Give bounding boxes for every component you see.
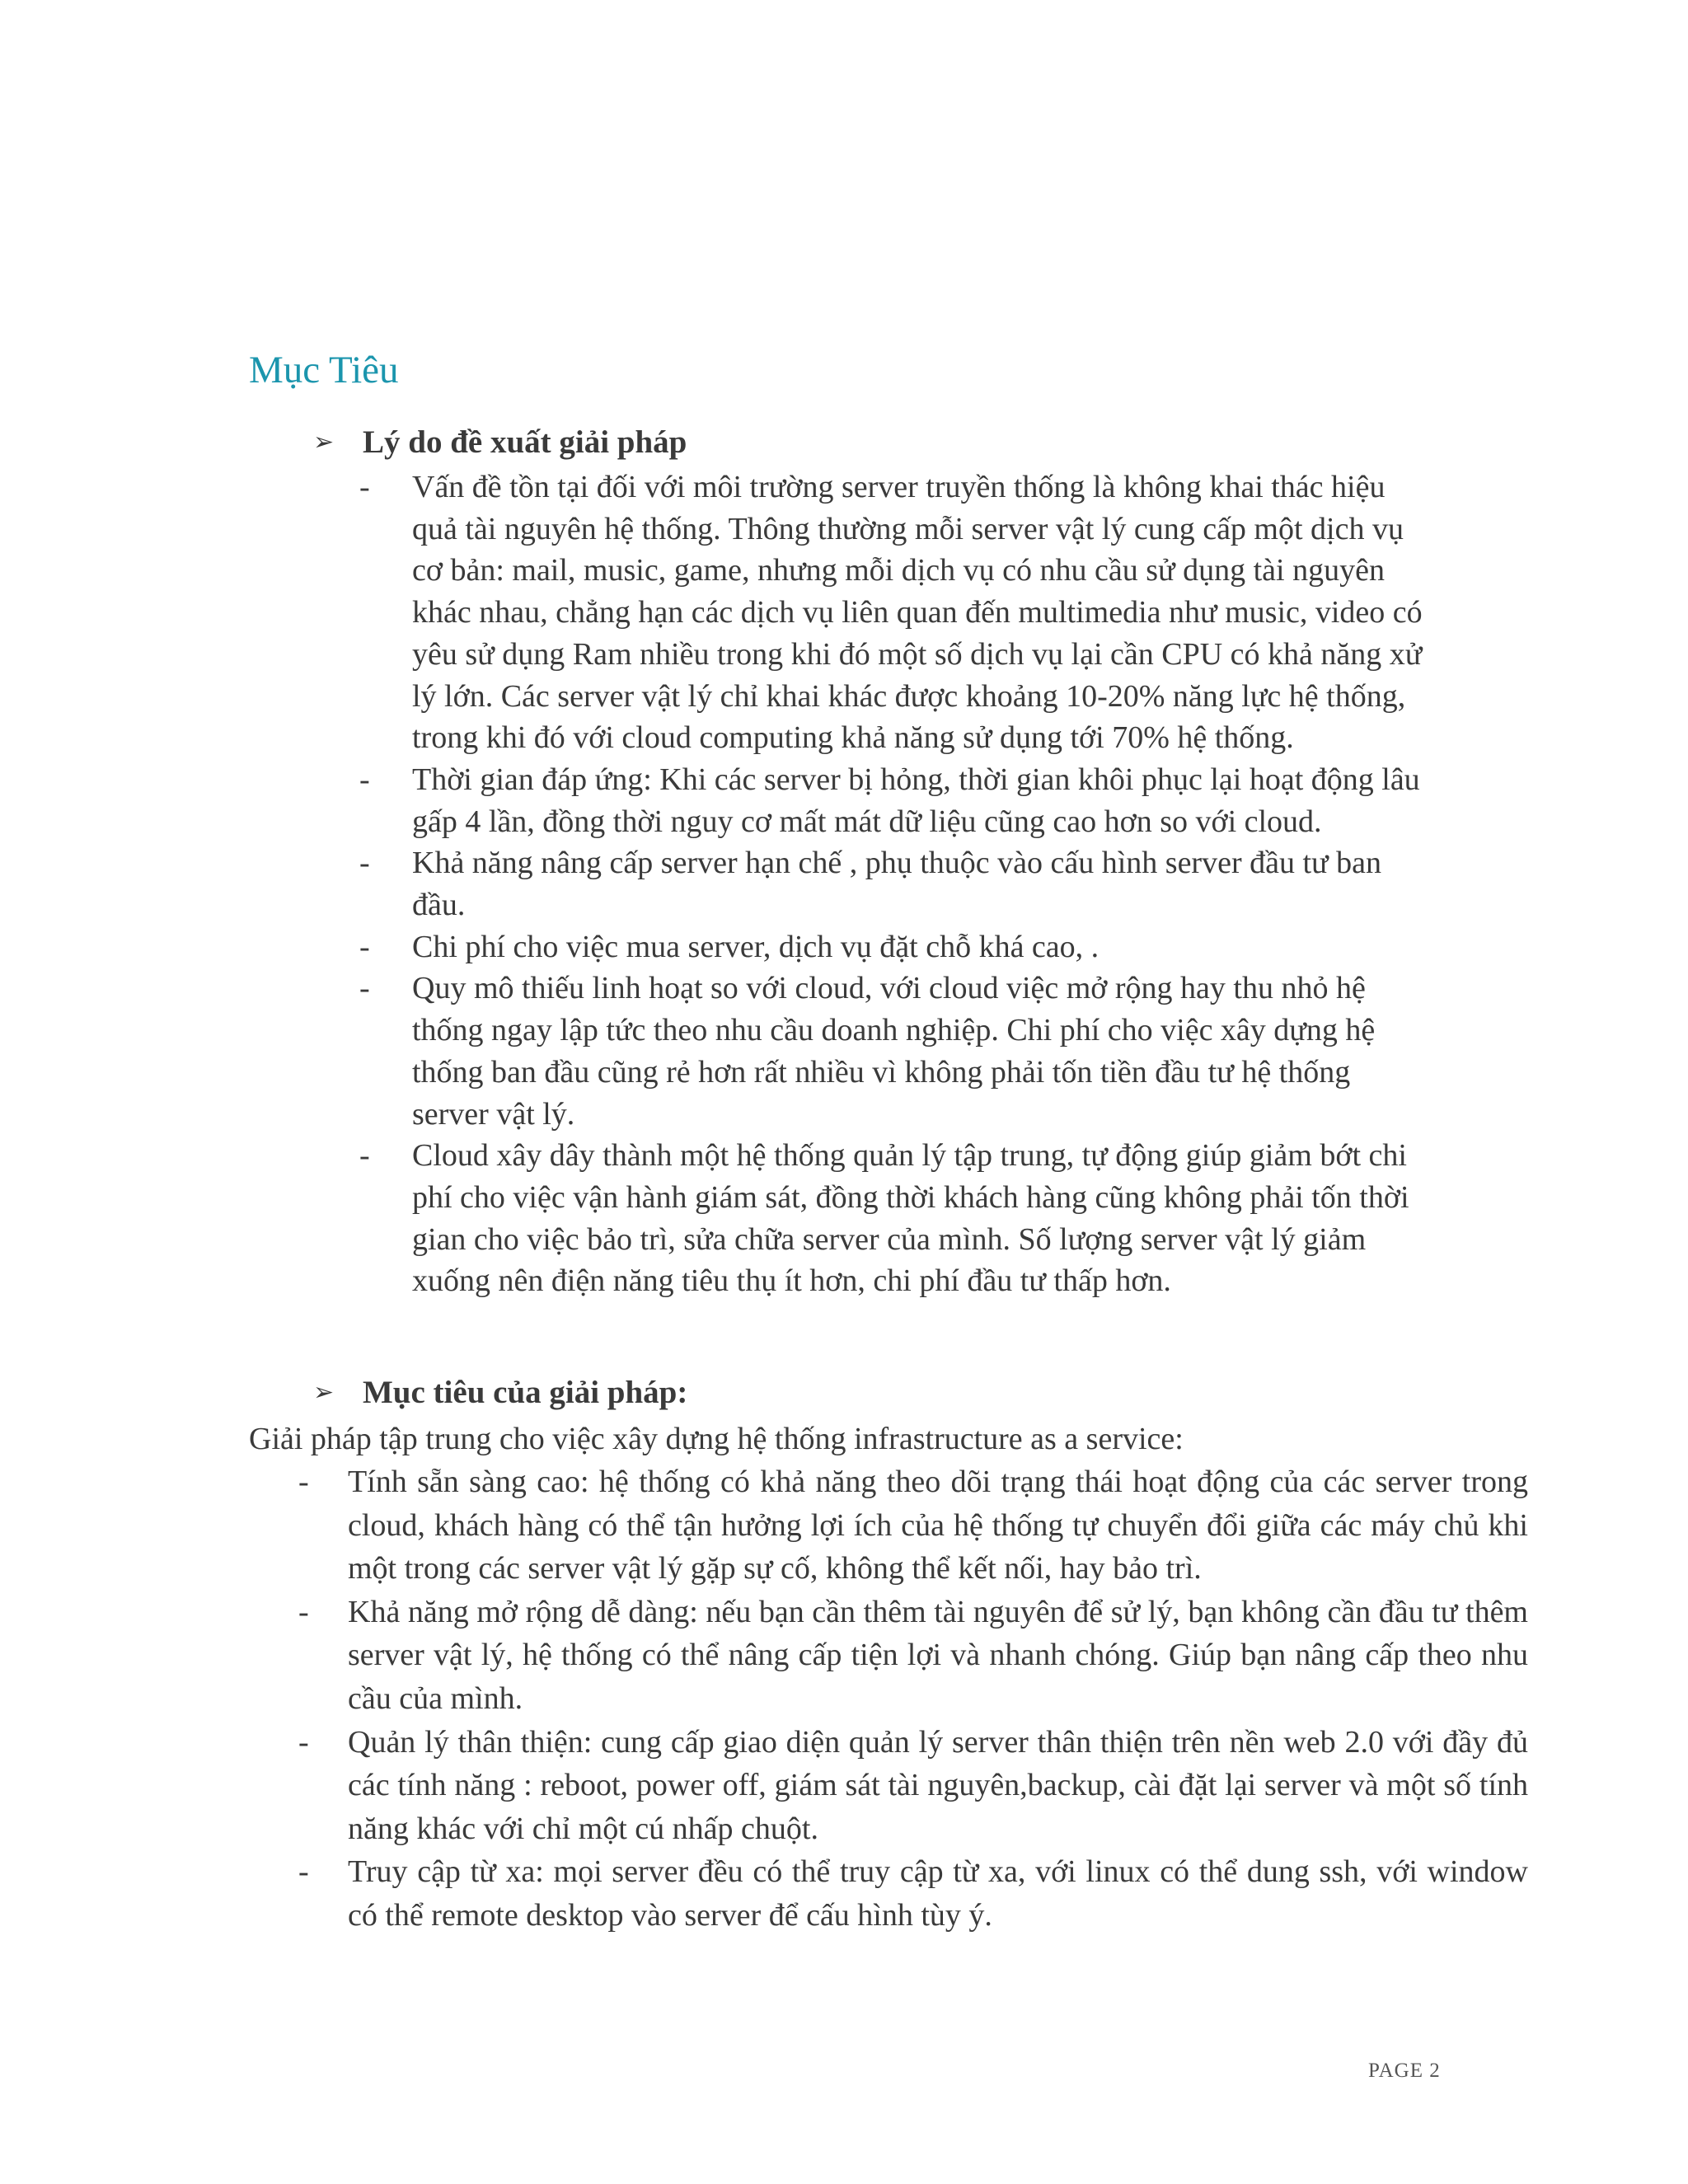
page-title: Mục Tiêu	[249, 349, 399, 391]
list-item	[249, 1721, 1528, 1851]
list-item-text: Cloud xây dây thành một hệ thống quản lý tập trung, tự động giúp giảm bớt chi phí cho việc vận hành giám sát, đồng thời khách hàng cũng không phải tốn thời gian cho việc bảo trì, sửa chữa server của mình. Số lượng server vật lý giảm xuống nên điện năng tiêu thụ ít hơn, chi phí đầu tư thấp hơn.	[412, 1138, 1409, 1299]
page-number: PAGE 2	[1368, 2060, 1441, 2082]
section-goals-title	[249, 1369, 1535, 1417]
list-item-text: Chi phí cho việc mua server, dịch vụ đặt chỗ khá cao, .	[412, 929, 1100, 964]
list-item	[249, 1135, 1432, 1302]
list-item	[249, 926, 1432, 968]
list-item-text: Thời gian đáp ứng: Khi các server bị hỏng, thời gian khôi phục lại hoạt động lâu gấp 4 lần, đồng thời nguy cơ mất mát dữ liệu cũng cao hơn so với cloud.	[412, 762, 1420, 839]
section-reasons	[249, 419, 1535, 1302]
list-item	[249, 968, 1432, 1135]
dash-bullet: -	[298, 1465, 309, 1499]
section-goals-title-text: Mục tiêu của giải pháp:	[363, 1375, 688, 1410]
dash-bullet: -	[359, 971, 370, 1006]
list-item-text: Truy cập từ xa: mọi server đều có thể truy cập từ xa, với linux có thể dung ssh, với window có thể remote desktop vào server để cấu hình tùy ý.	[348, 1854, 1528, 1933]
list-item	[249, 466, 1432, 759]
section-goals	[249, 1369, 1535, 1938]
list-item	[249, 1850, 1528, 1937]
dash-bullet: -	[298, 1594, 309, 1629]
list-item	[249, 759, 1432, 842]
goals-list	[249, 1460, 1528, 1938]
list-item	[249, 1460, 1528, 1591]
dash-bullet: -	[359, 1138, 370, 1174]
dash-bullet: -	[359, 470, 370, 504]
list-item-text: Khả năng nâng cấp server hạn chế , phụ thuộc vào cấu hình server đầu tư ban đầu.	[412, 846, 1381, 923]
section-goals-intro: Giải pháp tập trung cho việc xây dựng hệ thống infrastructure as a service:	[249, 1422, 1184, 1456]
dash-bullet: -	[298, 1854, 309, 1890]
list-item-text: Tính sẵn sàng cao: hệ thống có khả năng theo dõi trạng thái hoạt động của các server trong cloud, khách hàng có thể tận hưởng lợi ích của hệ thống tự chuyển đổi giữa các máy chủ khi một trong các server vật lý gặp sự cố, không thể kết nối, hay bảo trì.	[348, 1465, 1528, 1586]
list-item	[249, 1591, 1528, 1721]
dash-bullet: -	[298, 1724, 309, 1760]
list-item	[249, 842, 1432, 926]
section-reasons-title-text: Lý do đề xuất giải pháp	[363, 424, 687, 460]
reasons-list	[249, 466, 1432, 1302]
list-item-text: Quy mô thiếu linh hoạt so với cloud, với cloud việc mở rộng hay thu nhỏ hệ thống ngay lập tức theo nhu cầu doanh nghiệp. Chi phí cho việc xây dựng hệ thống ban đầu cũng rẻ hơn rất nhiều vì không phải tốn tiền đầu tư hệ thống server vật lý.	[412, 971, 1376, 1132]
dash-bullet: -	[359, 846, 370, 881]
dash-bullet: -	[359, 762, 370, 797]
dash-bullet: -	[359, 929, 370, 964]
arrow-bullet-icon: ➢	[313, 1379, 335, 1406]
arrow-bullet-icon: ➢	[313, 429, 335, 456]
list-item-text: Vấn đề tồn tại đối với môi trường server truyền thống là không khai thác hiệu quả tài nguyên hệ thống. Thông thường mỗi server vật lý cung cấp một dịch vụ cơ bản: mail, music, game, nhưng mỗi dịch vụ có nhu cầu sử dụng tài nguyên khác nhau, chẳng hạn các dịch vụ liên quan đến multimedia như music, video có yêu sử dụng Ram nhiều trong khi đó một số dịch vụ lại cần CPU có khả năng xử lý lớn. Các server vật lý chỉ khai khác được khoảng 10-20% năng lực hệ thống, trong khi đó với cloud computing khả năng sử dụng tới 70% hệ thống.	[412, 470, 1423, 756]
section-reasons-title	[249, 419, 1535, 466]
list-item-text: Quản lý thân thiện: cung cấp giao diện quản lý server thân thiện trên nền web 2.0 với đầy đủ các tính năng : reboot, power off, giám sát tài nguyên,backup, cài đặt lại server và một số tính năng khác với chỉ một cú nhấp chuột.	[348, 1724, 1528, 1846]
list-item-text: Khả năng mở rộng dễ dàng: nếu bạn cần thêm tài nguyên để sử lý, bạn không cần đầu tư thêm server vật lý, hệ thống có thể nâng cấp tiện lợi và nhanh chóng. Giúp bạn nâng cấp theo nhu cầu của mình.	[348, 1594, 1528, 1716]
